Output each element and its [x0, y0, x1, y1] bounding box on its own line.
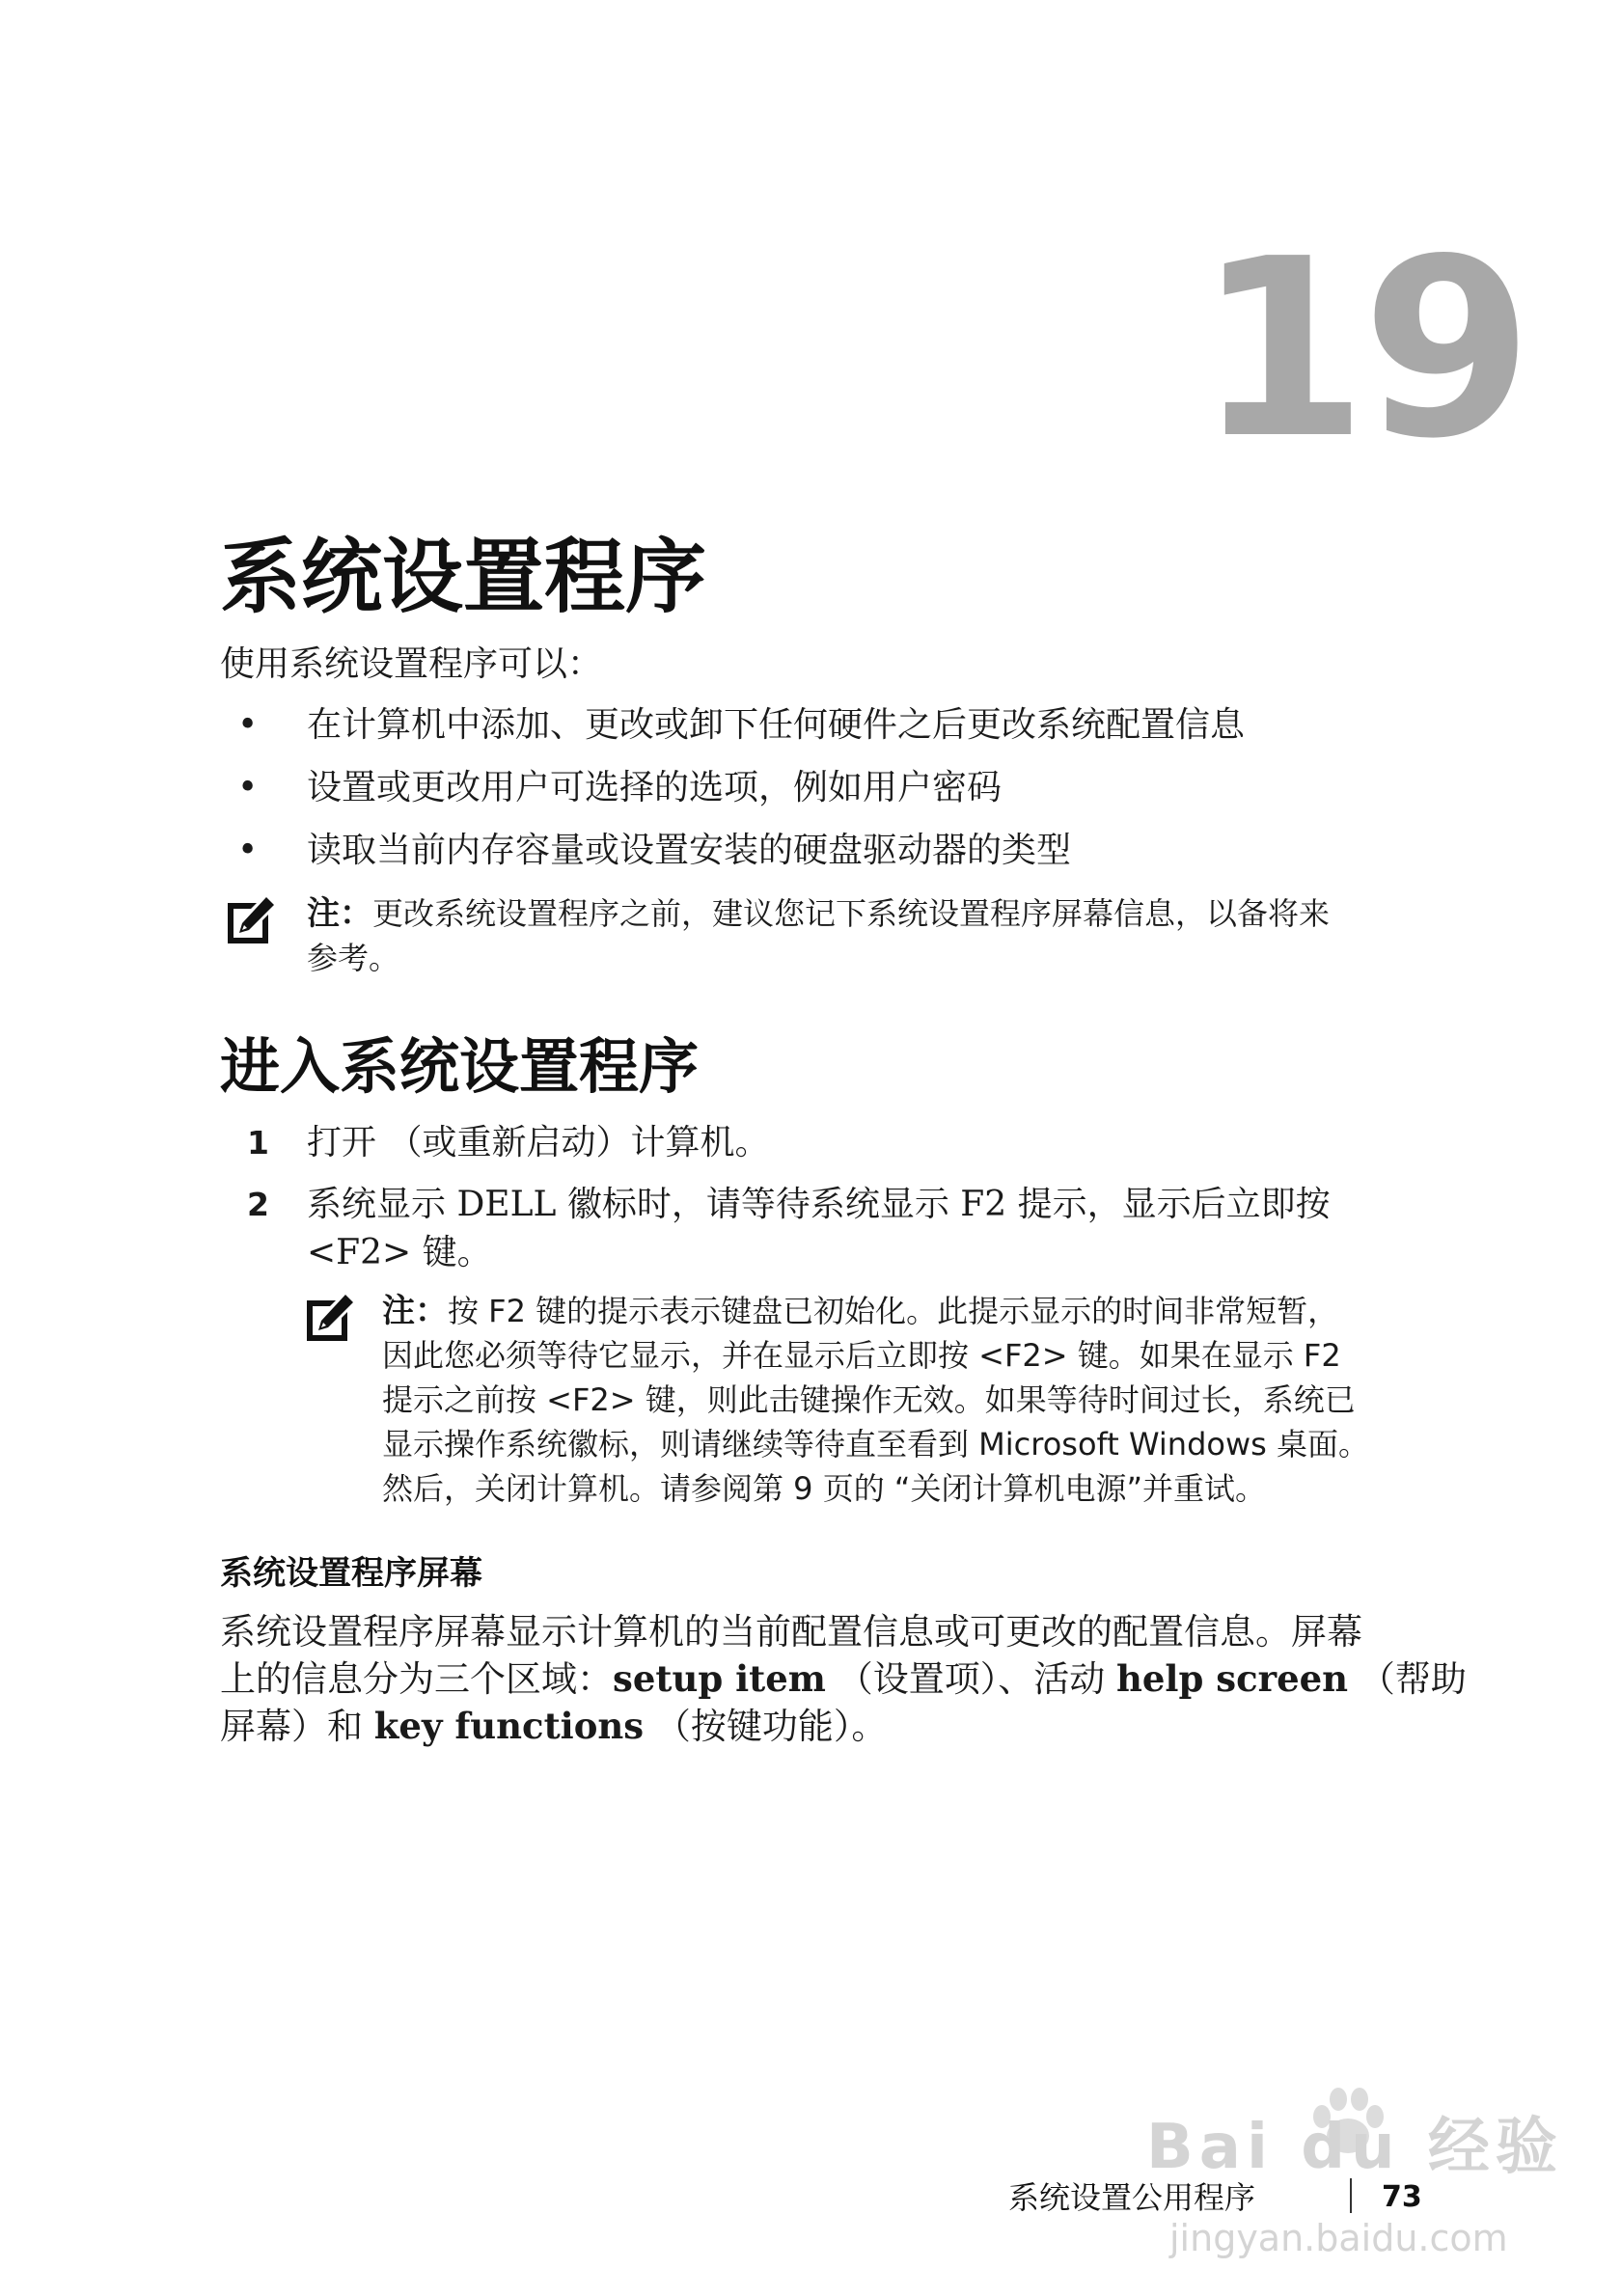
- list-item: 在计算机中添加、更改或卸下任何硬件之后更改系统配置信息: [307, 705, 1246, 745]
- paragraph-line: [220, 1703, 1474, 1750]
- footer-section-title: 系统设置公用程序: [1008, 2179, 1256, 2216]
- note-label: 注：: [382, 1292, 448, 1330]
- bullet-marker: •: [237, 831, 259, 870]
- intro-text: 使用系统设置程序可以：: [220, 644, 603, 684]
- note-pencil-icon: [224, 893, 278, 947]
- note-line: 参考。: [307, 940, 400, 976]
- page-number: 73: [1382, 2180, 1422, 2214]
- step-text: 打开 （或重新启动）计算机。: [307, 1123, 770, 1162]
- list-item: 设置或更改用户可选择的选项，例如用户密码: [307, 768, 1003, 807]
- paragraph-line: 系统设置程序屏幕显示计算机的当前配置信息或可更改的配置信息。屏幕: [220, 1611, 1362, 1653]
- watermark-url: jingyan.baidu.com: [1169, 2217, 1508, 2259]
- section-title: 进入系统设置程序: [220, 1031, 700, 1102]
- step-line: <F2> 键。: [307, 1233, 492, 1272]
- list-item: 读取当前内存容量或设置安装的硬盘驱动器的类型: [307, 831, 1072, 870]
- note-line: 显示操作系统徽标，则请继续等待直至看到 Microsoft Windows 桌面。: [382, 1426, 1369, 1462]
- step-number: 1: [247, 1124, 269, 1162]
- note-pencil-icon: [303, 1291, 357, 1345]
- note-line: 因此您必须等待它显示，并在显示后立即按 <F2> 键。如果在显示 F2: [382, 1337, 1341, 1374]
- note-line: 更改系统设置程序之前，建议您记下系统设置程序屏幕信息，以备将来: [372, 895, 1331, 932]
- bullet-marker: •: [237, 705, 259, 745]
- page-title: 系统设置程序: [220, 530, 707, 624]
- note-line: 按 F2 键的提示表示键盘已初始化。此提示显示的时间非常短暂，: [448, 1293, 1339, 1329]
- note-label: 注：: [307, 894, 372, 933]
- note-text: [307, 891, 1330, 980]
- bullet-marker: •: [237, 768, 259, 807]
- text-run: 屏幕）和: [220, 1706, 374, 1747]
- body-paragraph: [220, 1609, 1474, 1750]
- subsection-title: 系统设置程序屏幕: [220, 1554, 482, 1593]
- step-text: [307, 1181, 1465, 1277]
- term-help-screen: help screen: [1115, 1657, 1349, 1700]
- text-run: （设置项）、活动: [825, 1658, 1116, 1700]
- text-run: 上的信息分为三个区域：: [220, 1658, 613, 1700]
- term-setup-item: setup item: [613, 1657, 826, 1700]
- chapter-number: 19: [1196, 206, 1527, 493]
- text-run: （帮助: [1348, 1658, 1467, 1700]
- text-run: （按键功能）。: [644, 1706, 888, 1747]
- step-line: 系统显示 DELL 徽标时，请等待系统显示 F2 提示，显示后立即按: [307, 1185, 1331, 1224]
- note-line: 然后，关闭计算机。请参阅第 9 页的 “关闭计算机电源”并重试。: [382, 1470, 1267, 1507]
- note-line: 提示之前按 <F2> 键，则此击键操作无效。如果等待时间过长，系统已: [382, 1381, 1356, 1418]
- note-text: [382, 1289, 1369, 1511]
- watermark-logo: Bai du 经验: [1146, 2112, 1563, 2183]
- step-number: 2: [247, 1186, 269, 1223]
- paragraph-line: [220, 1655, 1474, 1703]
- term-key-functions: key functions: [373, 1705, 645, 1747]
